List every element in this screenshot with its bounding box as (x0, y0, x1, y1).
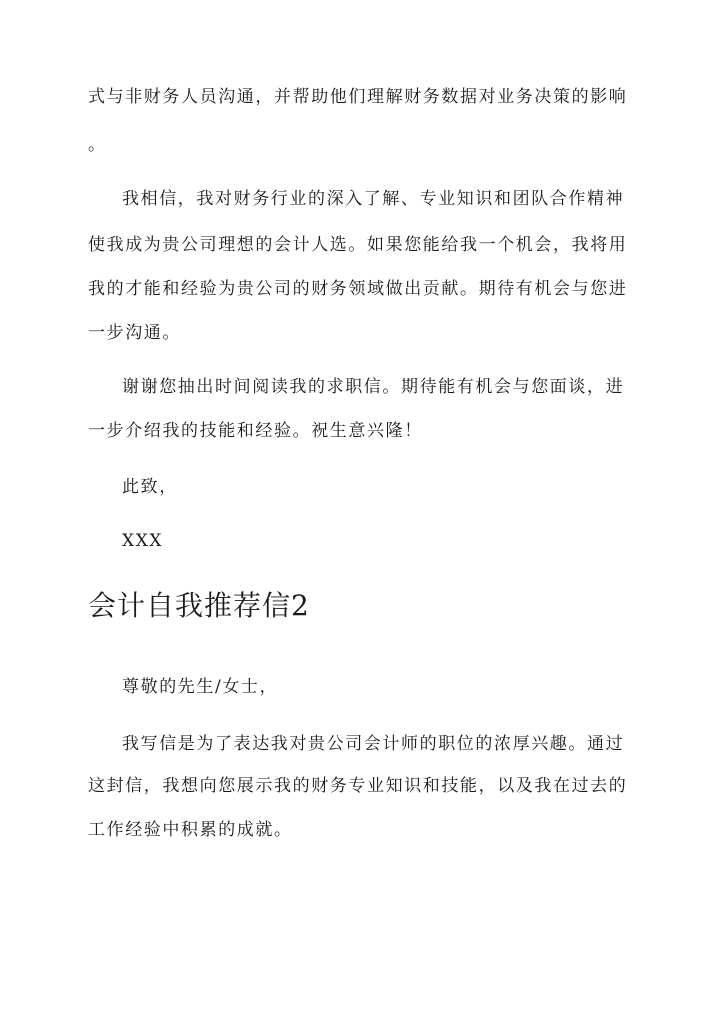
paragraph-line: 一步介绍我的技能和经验。祝生意兴隆！ (88, 421, 423, 441)
paragraph-line: 我写信是为了表达我对贵公司会计师的职位的浓厚兴趣。通过 (122, 734, 625, 754)
paragraph-line: 工作经验中积累的成就。 (88, 820, 293, 840)
paragraph-line: 我的才能和经验为贵公司的财务领域做出贡献。期待有机会与您进 (88, 279, 628, 299)
paragraph-line: 。 (88, 135, 107, 155)
paragraph-line: 谢谢您抽出时间阅读我的求职信。期待能有机会与您面谈，进 (122, 377, 625, 397)
paragraph-line: 使我成为贵公司理想的会计人选。如果您能给我一个机会，我将用 (88, 235, 628, 255)
section-title: 会计自我推荐信2 (88, 589, 310, 622)
paragraph-line: 式与非财务人员沟通，并帮助他们理解财务数据对业务决策的影响 (88, 87, 628, 107)
paragraph-line: 一步沟通。 (88, 323, 181, 343)
signature-text: XXX (122, 531, 164, 551)
paragraph-line: 我相信，我对财务行业的深入了解、专业知识和团队合作精神 (122, 189, 625, 209)
paragraph-line: 这封信，我想向您展示我的财务专业知识和技能，以及我在过去的 (88, 776, 628, 796)
closing-text: 此致， (122, 477, 178, 497)
salutation-text: 尊敬的先生/女士， (122, 677, 279, 697)
